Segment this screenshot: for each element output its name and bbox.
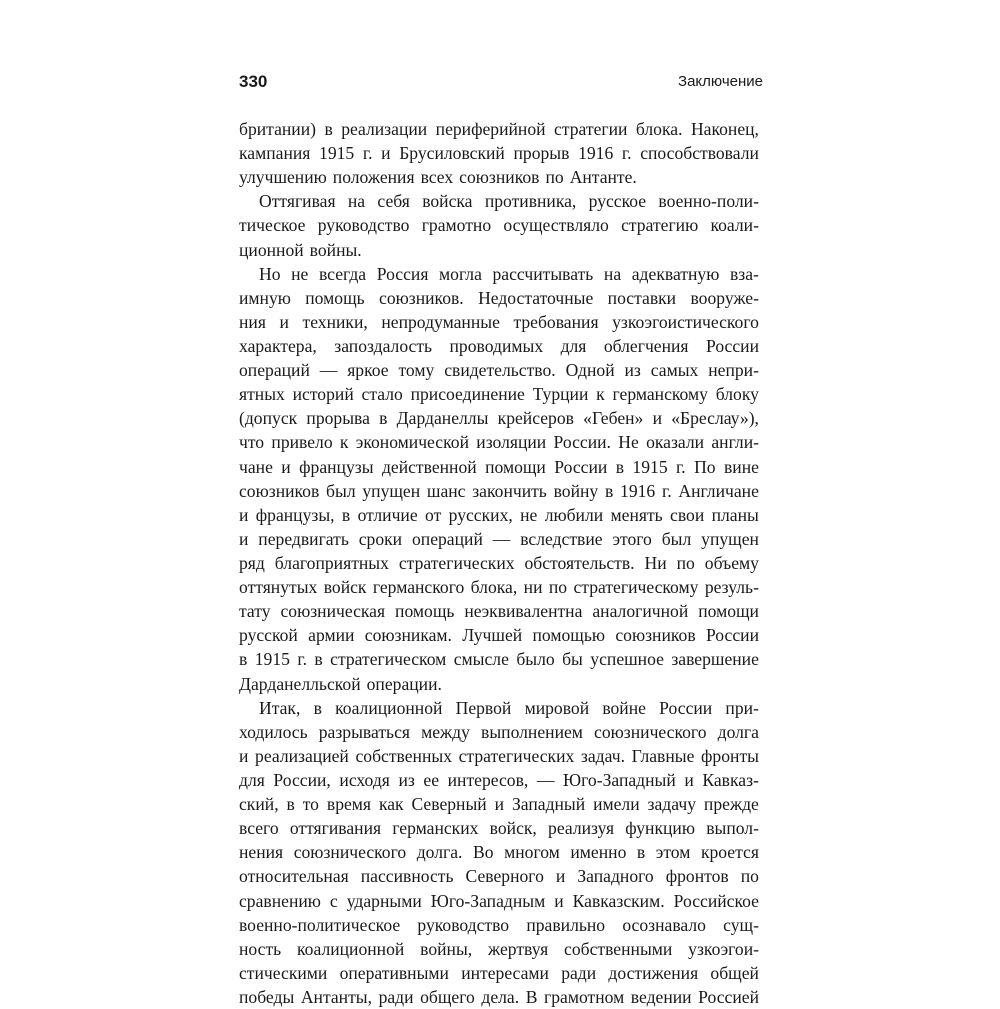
text-line: ность коалиционной войны, жертвуя собственными узкоэгои- [239, 938, 759, 959]
text-line: ский, в то время как Северный и Западный имели задачу прежде [239, 794, 759, 815]
text-line: чане и французы действенной помощи России в 1915 г. По вине [239, 456, 759, 477]
text-line: русской армии союзникам. Лучшей помощью союзников России [239, 625, 759, 646]
text-line: Оттягивая на себя войска противника, русское военно-поли- [259, 191, 759, 212]
text-line: британии) в реализации периферийной стратегии блока. Наконец, [239, 119, 759, 139]
text-line: союзников был упущен шанс закончить войну в 1916 г. Англичане [239, 480, 759, 501]
text-line: тическое руководство грамотно осуществляло стратегию коали- [239, 215, 759, 236]
text-line: оттянутых войск германского блока, ни по стратегическому резуль- [239, 577, 759, 598]
text-line: Дарданелльской операции. [239, 673, 442, 694]
page-header [239, 68, 763, 98]
text-line: ходилось разрываться между выполнением союзнического долга [239, 721, 759, 742]
text-line: и реализацией собственных стратегических задач. Главные фронты [239, 745, 759, 766]
text-line: что привело к экономической изоляции России. Не оказали англи- [239, 432, 759, 453]
text-line: всего оттягивания германских войск, реализуя функцию выпол- [239, 818, 759, 839]
text-line: ния и техники, непродуманные требования узкоэгоистического [239, 311, 759, 332]
text-line: Но не всегда Россия могла рассчитывать на адекватную вза- [259, 263, 759, 284]
text-line: кампания 1915 г. и Брусиловский прорыв 1916 г. способствовали [239, 143, 759, 164]
text-line: и передвигать сроки операций — вследствие этого был упущен [239, 528, 759, 549]
text-line: в 1915 г. в стратегическом смысле было бы успешное завершение [239, 649, 759, 670]
text-line: нения союзнического долга. Во многом именно в этом кроется [239, 842, 759, 863]
running-head: Заключение [678, 73, 763, 90]
text-line: тату союзническая помощь неэквивалентна аналогичной помощи [239, 601, 759, 622]
text-line: имную помощь союзников. Недостаточные поставки вооруже- [239, 287, 759, 308]
body-text [239, 117, 763, 1009]
page-number: 330 [239, 72, 268, 91]
text-line: ятных историй стало присоединение Турции к германскому блоку [239, 384, 759, 405]
text-line: Итак, в коалиционной Первой мировой войне России при- [259, 697, 759, 718]
text-line: (допуск прорыва в Дарданеллы крейсеров «Гебен» и «Бреслау»), [239, 408, 759, 429]
text-line: операций — яркое тому свидетельство. Одной из самых непри- [239, 360, 759, 381]
text-line: военно-политическое руководство правильно осознавало сущ- [239, 914, 759, 935]
text-line: и французы, в отличие от русских, не любили менять свои планы [239, 504, 759, 525]
text-line: стическими оперативными интересами ради достижения общей [239, 962, 759, 983]
text-line: победы Антанты, ради общего дела. В грамотном ведении Россией [239, 986, 759, 1007]
text-line: относительная пассивность Северного и Западного фронтов по [239, 866, 759, 887]
text-line: сравнению с ударными Юго-Западным и Кавказским. Российское [239, 890, 759, 911]
text-line: ряд благоприятных стратегических обстоятельств. Ни по объему [239, 552, 759, 573]
text-line: характера, запоздалость проводимых для облегчения России [239, 335, 759, 356]
text-line: улучшению положения всех союзников по Антанте. [239, 167, 637, 188]
text-line: для России, исходя из ее интересов, — Юго-Западный и Кавказ- [239, 769, 759, 790]
text-line: ционной войны. [239, 239, 362, 260]
